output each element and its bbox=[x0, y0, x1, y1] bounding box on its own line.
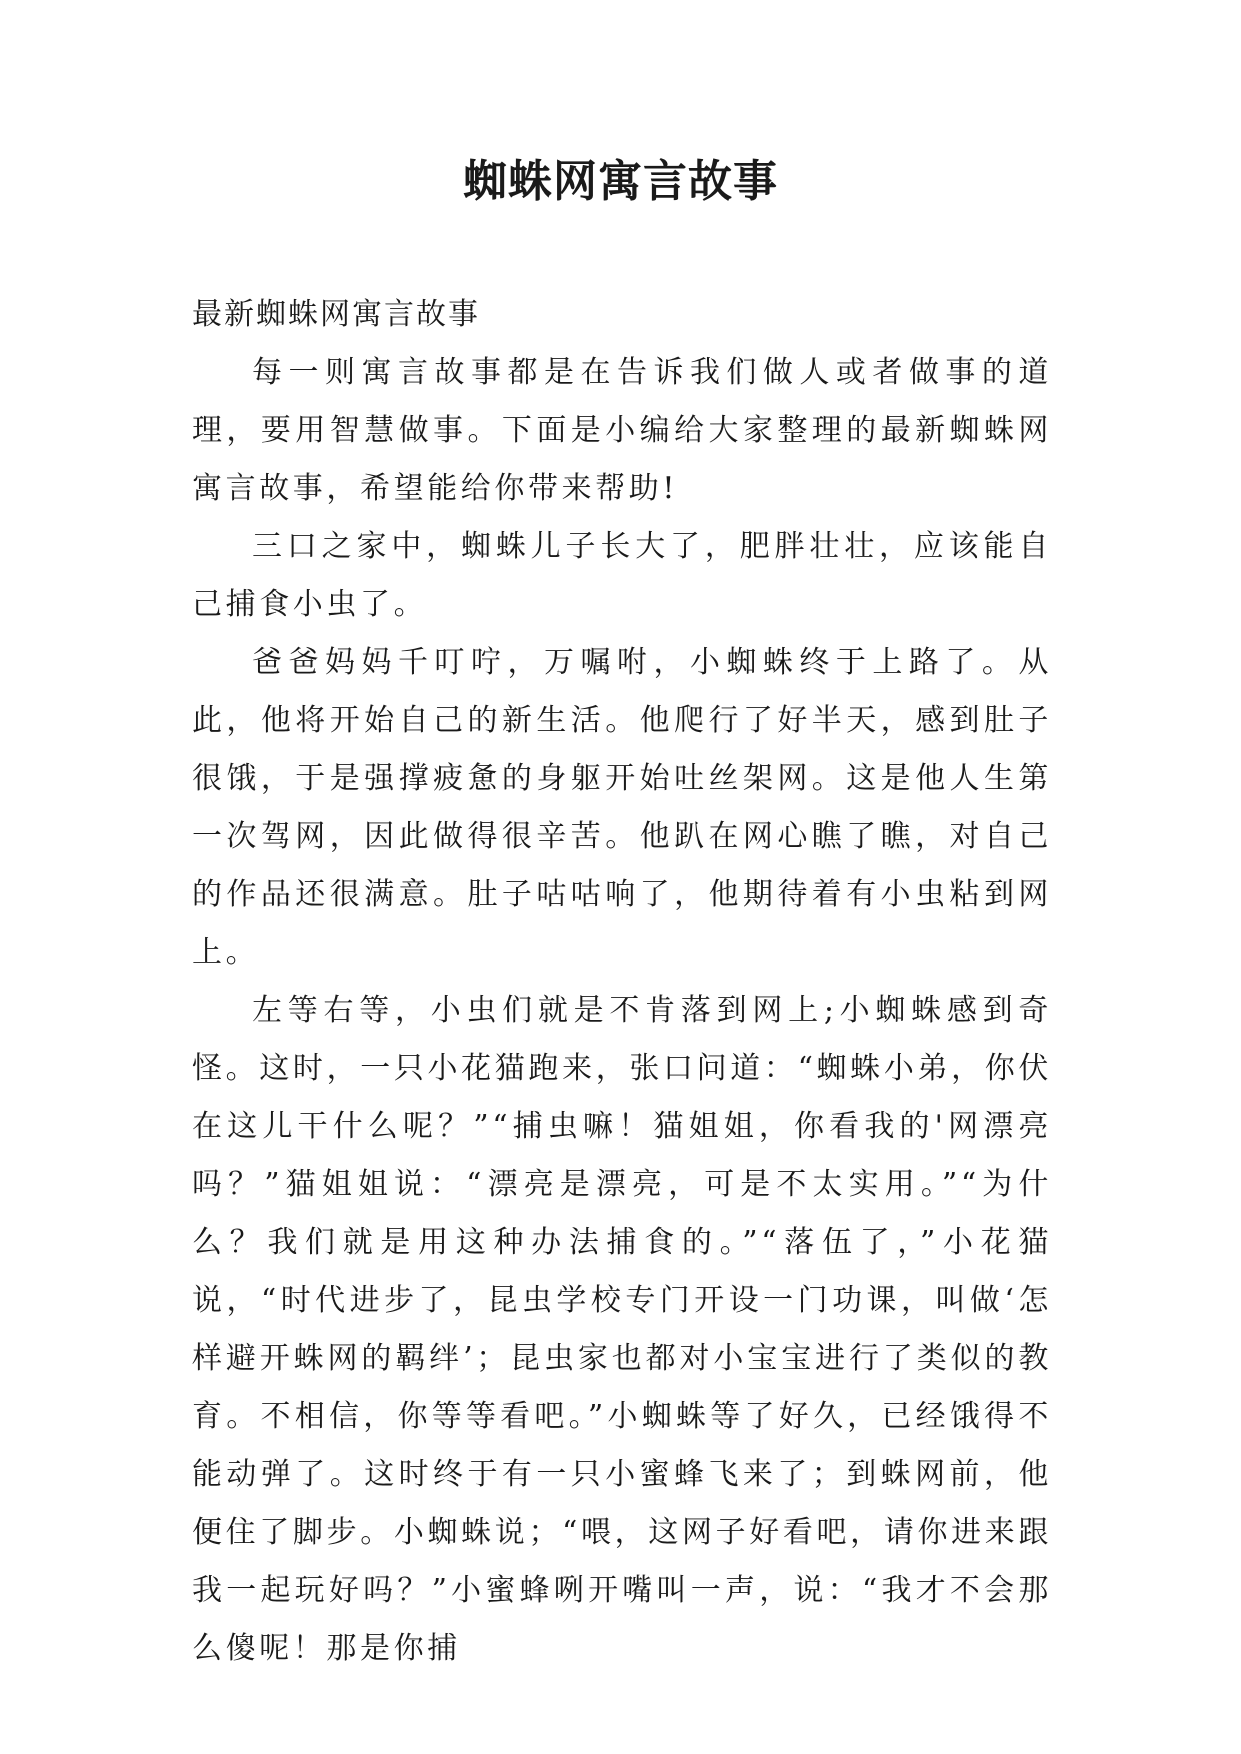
paragraph-family: 三口之家中，蜘蛛儿子长大了，肥胖壮壮，应该能自己捕食小虫了。 bbox=[192, 529, 1052, 622]
paragraph-waiting: 左等右等，小虫们就是不肯落到网上;小蜘蛛感到奇怪。这时，一只小花猫跑来，张口问道：“蜘蛛小弟，你伏在这儿干什么呢？”“捕虫嘛！猫姐姐，你看我的'网漂亮吗？”猫姐姐说：“漂亮是漂亮，可是不太实用。”“为什么？我们就是用这种办法捕食的。”“落伍了，”小花猫说，“时代进步了，昆虫学校专门开设一门功课，叫做‘怎样避开蛛网的羁绊’；昆虫家也都对小宝宝进行了类似的教育。不相信，你等等看吧。”小蜘蛛等了好久，已经饿得不能动弹了。这时终于有一只小蜜蜂飞来了；到蛛网前，他便住了脚步。小蜘蛛说；“喂，这网子好看吧，请你进来跟我一起玩好吗？”小蜜蜂咧开嘴叫一声，说：“我才不会那么傻呢！那是你捕 bbox=[192, 993, 1052, 1666]
paragraph-intro: 每一则寓言故事都是在告诉我们做人或者做事的道理，要用智慧做事。下面是小编给大家整理的最新蜘蛛网寓言故事，希望能给你带来帮助! bbox=[192, 355, 1052, 506]
document-title: 蜘蛛网寓言故事 bbox=[463, 156, 778, 207]
document-subtitle: 最新蜘蛛网寓言故事 bbox=[192, 297, 480, 332]
document-body bbox=[192, 286, 1052, 1678]
paragraph-web-building: 爸爸妈妈千叮咛，万嘱咐，小蜘蛛终于上路了。从此，他将开始自己的新生活。他爬行了好半天，感到肚子很饿，于是强撑疲惫的身躯开始吐丝架网。这是他人生第一次驾网，因此做得很辛苦。他趴在网心瞧了瞧，对自己的作品还很满意。肚子咕咕响了，他期待着有小虫粘到网上。 bbox=[192, 645, 1052, 970]
